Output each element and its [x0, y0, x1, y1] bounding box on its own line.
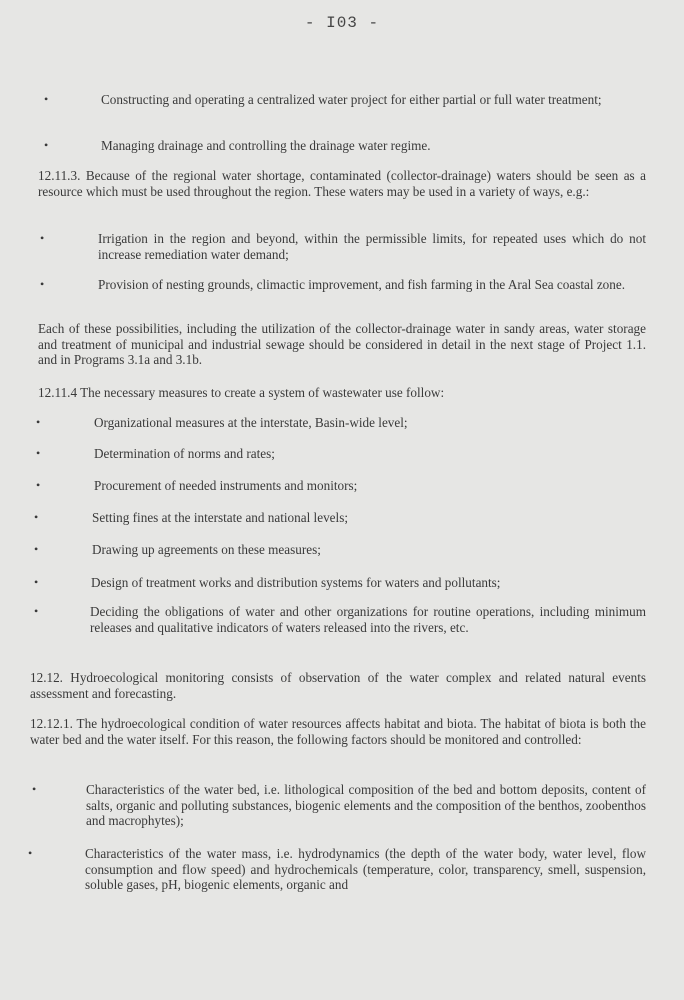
list-item-text: Drawing up agreements on these measures; — [92, 542, 321, 557]
list-item-text: Provision of nesting grounds, climactic improvement, and fish farming in the Aral Sea coastal zone. — [98, 277, 626, 292]
list-item-text: Setting fines at the interstate and national levels; — [92, 510, 348, 525]
list-item-text: Design of treatment works and distribution systems for waters and pollutants; — [91, 575, 501, 590]
bullet-icon: • — [34, 542, 39, 556]
paragraph-12-12-1: 12.12.1. The hydroecological condition of water resources affects habitat and biota. The habitat of biota is both the water bed and the water itself. For this reason, the following factors should be monitored and controlled: — [30, 716, 646, 747]
bullet-icon: • — [36, 446, 41, 460]
list-item-text: Characteristics of the water bed, i.e. lithological composition of the bed and bottom deposits, content of salts, organic and polluting substances, biogenic elements and the composition of the benthos, zoobenthos and macrophytes); — [86, 782, 646, 828]
bullet-icon: • — [34, 604, 39, 618]
page-number: - I03 - — [304, 14, 380, 32]
bullet-icon: • — [44, 138, 49, 152]
paragraph-possibilities: Each of these possibilities, including the utilization of the collector-drainage water in sandy areas, water storage and treatment of municipal and industrial sewage should be considered in detail in the next stage of Project 1.1. and in Programs 3.1a and 3.1b. — [38, 321, 646, 367]
bullet-icon: • — [34, 510, 39, 524]
list-item-text: Procurement of needed instruments and monitors; — [94, 478, 358, 493]
list-item-text: Organizational measures at the interstate, Basin-wide level; — [94, 415, 408, 430]
paragraph-12-11-3: 12.11.3. Because of the regional water shortage, contaminated (collector-drainage) waters should be seen as a resource which must be used throughout the region. These waters may be used in a variety of ways, e.g.: — [38, 168, 646, 199]
list-item-text: Irrigation in the region and beyond, within the permissible limits, for repeated uses which do not increase remediation water demand; — [98, 231, 646, 262]
list-item-text: Constructing and operating a centralized water project for either partial or full water treatment; — [101, 92, 602, 107]
bullet-icon: • — [40, 277, 45, 291]
bullet-icon: • — [28, 846, 33, 860]
list-item-text: Characteristics of the water mass, i.e. hydrodynamics (the depth of the water body, water level, flow consumption and flow speed) and hydrochemicals (temperature, color, transparency, smell, suspension, soluble gases, pH, biogenic elements, organic and — [85, 846, 646, 892]
bullet-icon: • — [36, 415, 41, 429]
paragraph-12-11-4: 12.11.4 The necessary measures to create a system of wastewater use follow: — [38, 385, 445, 400]
bullet-icon: • — [34, 575, 39, 589]
bullet-icon: • — [32, 782, 37, 796]
list-item-text: Determination of norms and rates; — [94, 446, 275, 461]
bullet-icon: • — [44, 92, 49, 106]
paragraph-12-12: 12.12. Hydroecological monitoring consists of observation of the water complex and related natural events assessment and forecasting. — [30, 670, 646, 701]
bullet-icon: • — [36, 478, 41, 492]
list-item-text: Deciding the obligations of water and other organizations for routine operations, including minimum releases and qualitative indicators of waters released into the rivers, etc. — [90, 604, 646, 635]
list-item-text: Managing drainage and controlling the drainage water regime. — [101, 138, 431, 153]
bullet-icon: • — [40, 231, 45, 245]
